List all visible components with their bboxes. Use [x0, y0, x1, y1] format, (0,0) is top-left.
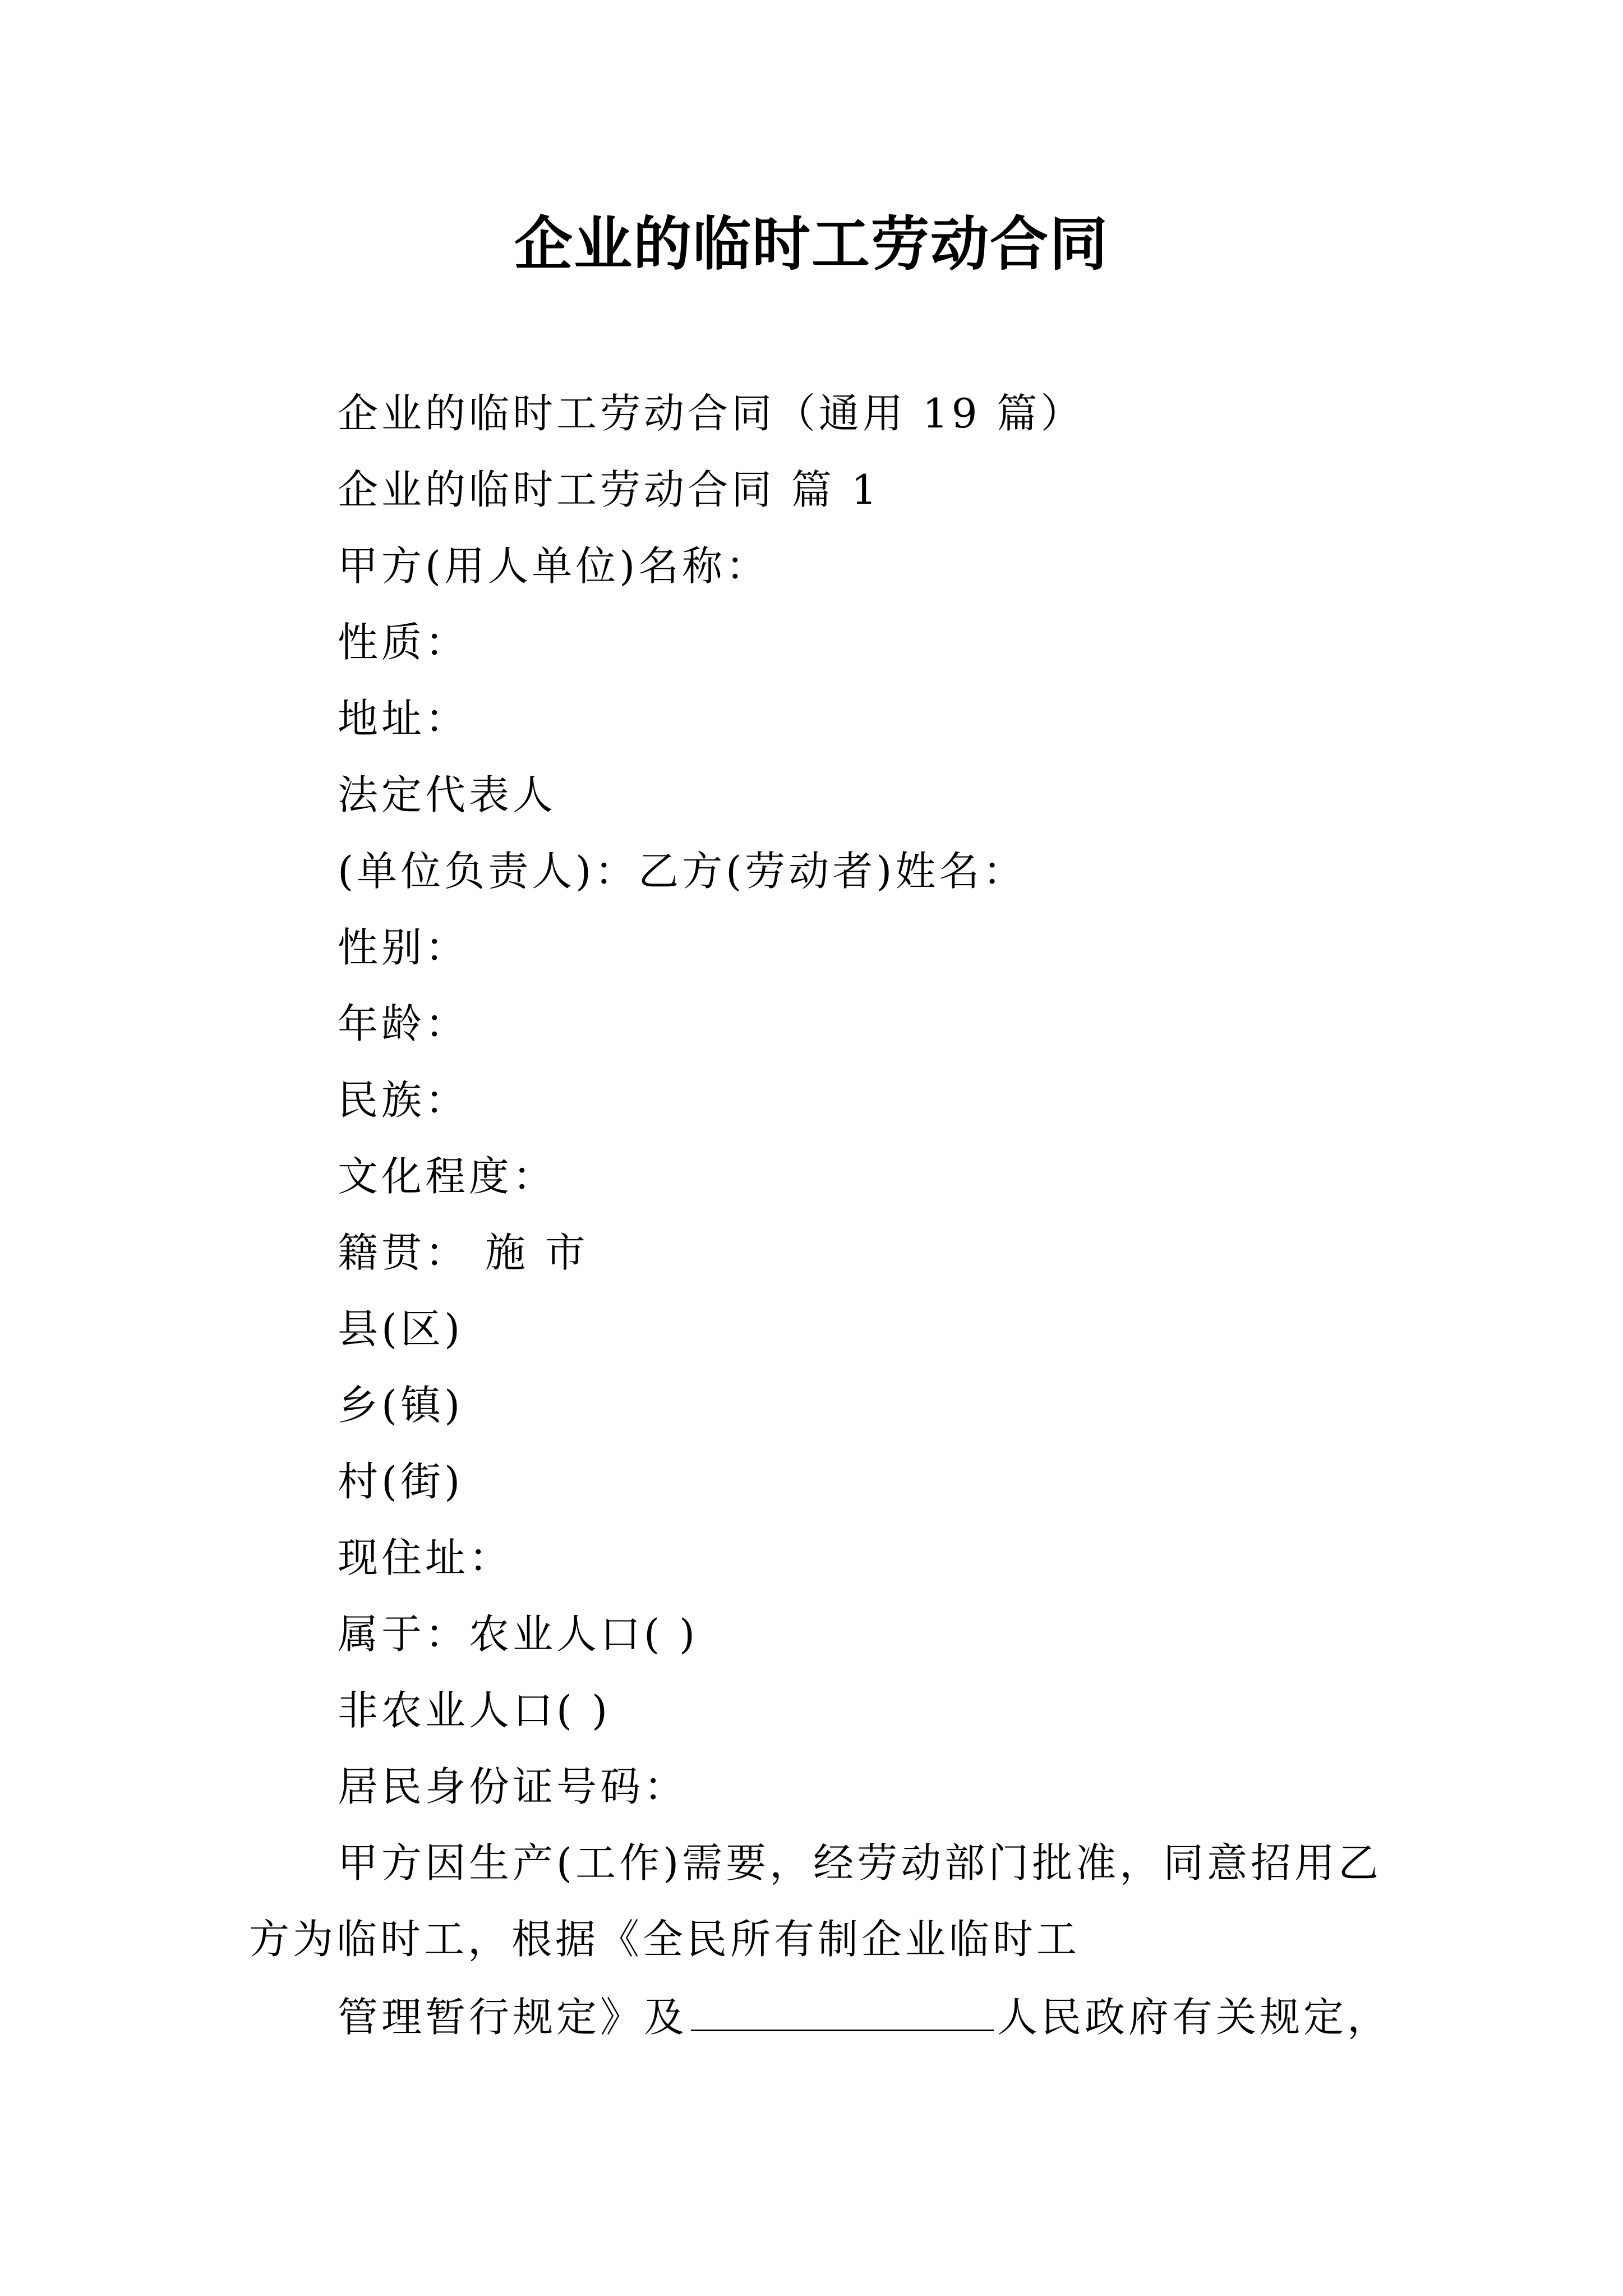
native-place-label: 籍贯： 施 市 [338, 1229, 589, 1276]
non-agricultural-population-label: 非农业人口( ) [338, 1687, 611, 1734]
education-label: 文化程度： [338, 1153, 557, 1200]
current-address-label: 现住址： [338, 1534, 513, 1581]
paragraph-line [338, 1990, 1391, 2042]
paragraph-text: 管理暂行规定》及 [338, 1994, 688, 2041]
paragraph-line: 方为临时工，根据《全民所有制企业临时工 [249, 1916, 1081, 1963]
gender-label: 性别： [338, 924, 469, 971]
paragraph-line: 甲方因生产(工作)需要，经劳动部门批准，同意招用乙 [338, 1839, 1382, 1887]
address-label: 地址： [338, 695, 469, 742]
fill-in-blank [691, 1990, 994, 2031]
subtitle-line: 企业的临时工劳动合同（通用 19 篇） [338, 390, 1085, 437]
nature-label: 性质： [338, 619, 469, 666]
county-label: 县(区) [338, 1305, 464, 1352]
party-a-name-label: 甲方(用人单位)名称： [338, 542, 770, 590]
party-b-name-label: (单位负责人)：乙方(劳动者)姓名： [338, 848, 1027, 895]
age-label: 年龄： [338, 1000, 469, 1047]
section-heading: 企业的临时工劳动合同 篇 1 [338, 466, 880, 513]
township-label: 乡(镇) [338, 1382, 464, 1429]
ethnicity-label: 民族： [338, 1076, 469, 1124]
paragraph-text: 人民政府有关规定， [997, 1994, 1391, 2041]
legal-representative-label: 法定代表人 [338, 771, 557, 818]
village-label: 村(街) [338, 1458, 464, 1505]
agricultural-population-label: 属于：农业人口( ) [338, 1611, 699, 1658]
id-number-label: 居民身份证号码： [338, 1763, 688, 1810]
document-title: 企业的临时工劳动合同 [514, 209, 1109, 278]
